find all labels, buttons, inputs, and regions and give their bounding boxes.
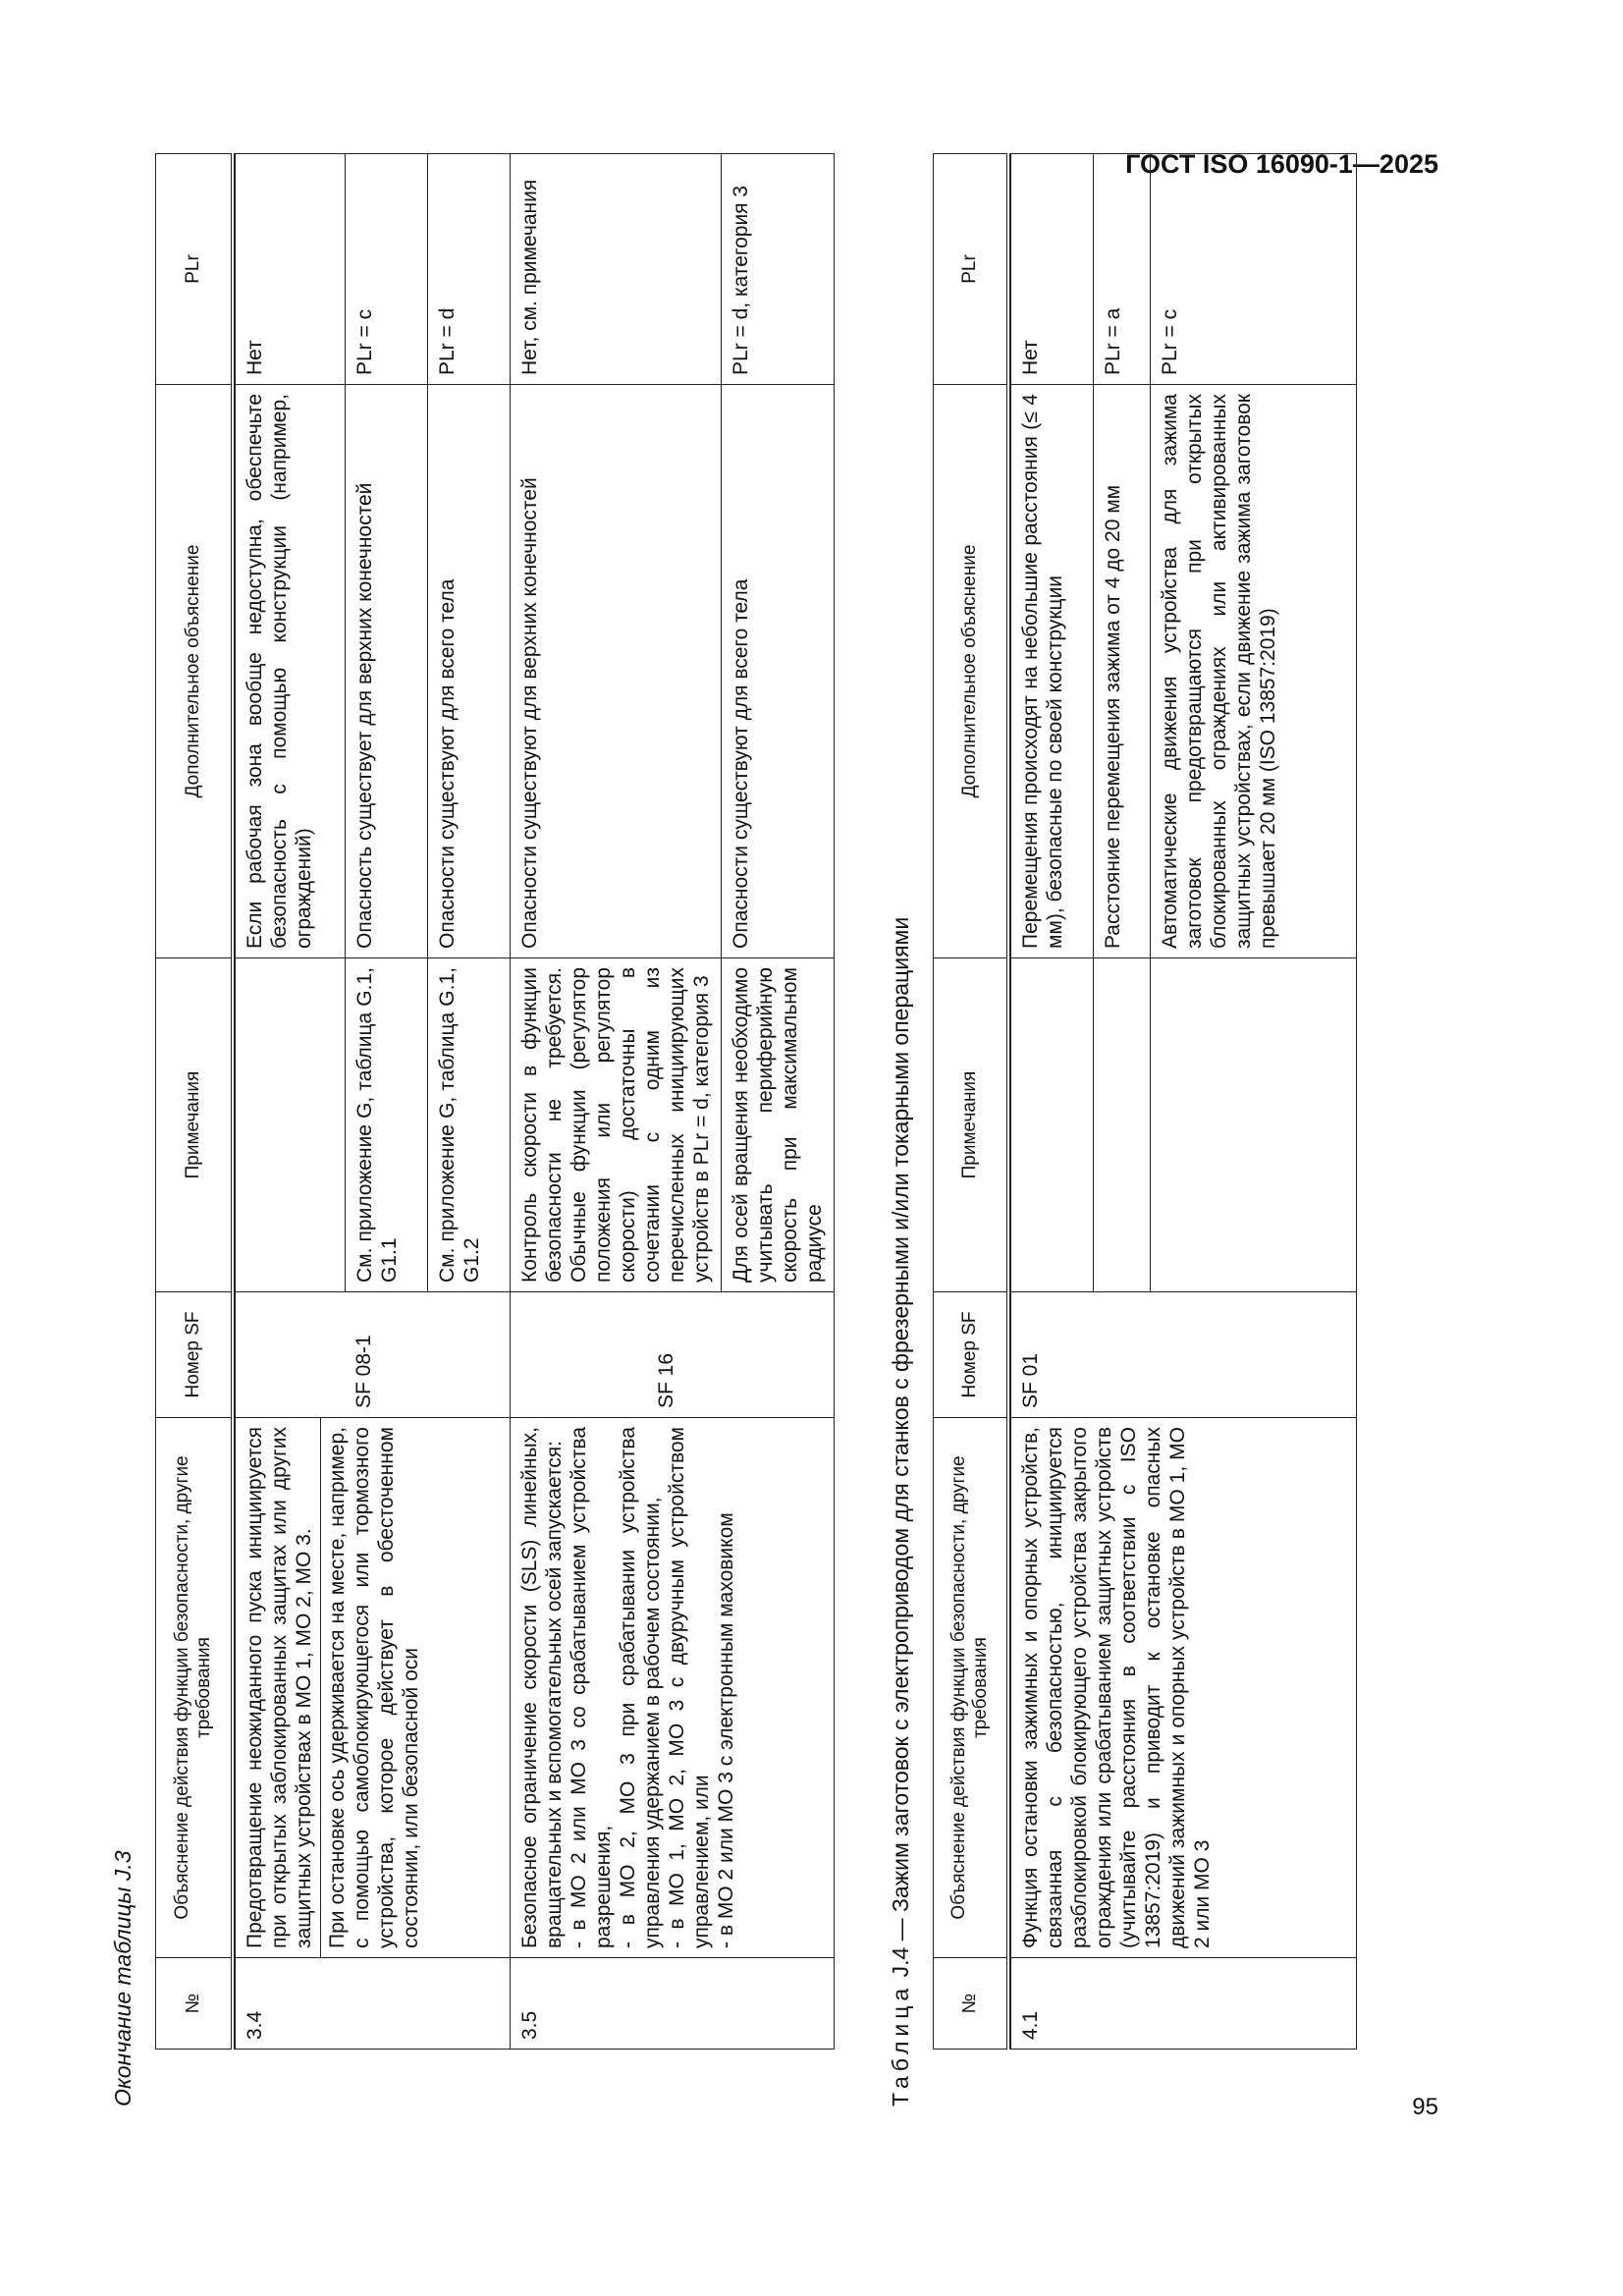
row-extra: Опасности существуют для всего тела: [721, 385, 834, 958]
row-note: Для осей вращения необходимо учитывать периферийную скорость при максимальном радиусе: [721, 958, 834, 1292]
table-j4-caption: [888, 917, 914, 2106]
row-plr: Нет: [1010, 154, 1093, 385]
row-plr: PLr = d: [427, 154, 510, 385]
row-plr: Нет: [235, 154, 345, 385]
table-j4-header-extra: Дополнительное объяснение: [934, 385, 1008, 958]
row-extra: Расстояние перемещения зажима от 4 до 20 мм: [1093, 385, 1150, 958]
row-explanation: Функция остановки зажимных и опорных устройств, связанная с безопасностью, инициируется разблокировкой блокирующего устройства закрытого ограждения или срабатыванием защитных устройств (учитывайте расстояния в соответствии с ISO 13857:2019) и приводит к остановке опасных движений зажимных и опорных устройств в МО 1, МО 2 или МО 3: [1010, 1418, 1356, 1958]
row-extra: Опасность существует для верхних конечностей: [345, 385, 427, 958]
row-extra: Перемещения происходят на небольшие расстояния (≤ 4 мм), безопасные по своей конструкции: [1010, 385, 1093, 958]
row-explanation-part: - в МО 1, МО 2, МО 3 с двуручным устройством управлением, или: [665, 1427, 713, 1948]
row-explanation-part: - в МО 2 или МО 3 с электронным маховиком: [714, 1512, 737, 1948]
table-j4: [933, 153, 1357, 2050]
row-explanation-part: - в МО 2 или МО 3 со срабатыванием устройства разрешения,: [567, 1427, 615, 1948]
row-extra: Опасности существуют для всего тела: [427, 385, 510, 958]
row-note: [1010, 958, 1093, 1292]
table-j3-header-notes: Примечания: [156, 958, 233, 1292]
row-explanation-part: Безопасное ограничение скорости (SLS) линейных, вращательных и вспомогательных осей запускается:: [517, 1427, 566, 1948]
row-number: 4.1: [1010, 1958, 1356, 2050]
table-j4-caption-prefix: Таблица: [888, 1983, 913, 2106]
table-j4-header-notes: Примечания: [934, 958, 1008, 1292]
row-note: [1150, 958, 1356, 1292]
row-note: Контроль скорости в функции безопасности не требуется. Обычные функции (регулятор положения или регулятор скорости) достаточны в сочетании с одним из перечисленных инициирующих устройств в PLr = d, категория 3: [510, 958, 721, 1292]
table-j4-header-sf: Номер SF: [934, 1292, 1008, 1418]
row-plr: PLr = d, категория 3: [721, 154, 834, 385]
row-note: [235, 958, 345, 1292]
row-explanation: [510, 1418, 834, 1958]
table-j4-header-no: №: [934, 1958, 1008, 2050]
row-note: [1093, 958, 1150, 1292]
row-sf-number: SF 08-1: [235, 1292, 510, 1418]
row-sf-number: SF 01: [1010, 1292, 1356, 1418]
row-plr: Нет, см. примечания: [510, 154, 721, 385]
row-note: См. приложение G, таблица G.1, G1.2: [427, 958, 510, 1292]
rotated-content: [110, 152, 1352, 2106]
row-explanation-part: Предотвращение неожиданного пуска инициируется при открытых заблокированных защитах или других защитных устройствах в МО 1, МО 2, МО 3.: [243, 1427, 315, 1948]
table-j4-header-plr: PLr: [934, 154, 1008, 385]
row-explanation: [235, 1418, 510, 1958]
row-extra: Опасности существуют для верхних конечностей: [510, 385, 721, 958]
row-number: 3.5: [510, 1958, 834, 2050]
table-j3-header-no: №: [156, 1958, 233, 2050]
standard-designation: ГОСТ ISO 16090-1—2025: [1125, 149, 1438, 179]
table-j3-header-sf: Номер SF: [156, 1292, 233, 1418]
row-note: См. приложение G, таблица G.1, G1.1: [345, 958, 427, 1292]
table-row: [1010, 154, 1093, 2050]
row-plr: PLr = a: [1093, 154, 1150, 385]
table-j3-header-plr: PLr: [156, 154, 233, 385]
row-explanation-part: При остановке ось удерживается на месте, например, с помощью самоблокирующегося или тормозного устройства, которое действует в обесточенном состоянии, или безопасной оси: [320, 1418, 423, 1957]
table-j3-header-explanation: Объяснение действия функции безопасности, другие требования: [156, 1418, 233, 1958]
page-number: 95: [1412, 2094, 1438, 2120]
row-number: 3.4: [235, 1958, 510, 2050]
row-extra: Автоматические движения устройства для зажима заготовок предотвращаются при открытых блокированных ограждениях или активированных защитных устройствах, если движение зажима заготовок превышает 20 мм (ISO 13857:2019): [1150, 385, 1356, 958]
table-j4-header-explanation: Объяснение действия функции безопасности, другие требования: [934, 1418, 1008, 1958]
row-sf-number: SF 16: [510, 1292, 834, 1418]
table-j3-header-extra: Дополнительное объяснение: [156, 385, 233, 958]
table-j3: [155, 153, 835, 2050]
row-explanation-part: - в МО 2, МО 3 при срабатывании устройства управления удержанием в рабочем состоянии,: [616, 1427, 664, 1948]
table-row: [510, 154, 721, 2050]
row-plr: PLr = c: [345, 154, 427, 385]
table-j4-caption-text: J.4 — Зажим заготовок с электроприводом для станков с фрезерными и/или токарными операциями: [888, 916, 913, 1984]
row-extra: Если рабочая зона вообще недоступна, обеспечьте безопасность с помощью конструкции (например, ограждений): [235, 385, 345, 958]
row-plr: PLr = c: [1150, 154, 1356, 385]
table-row: [235, 154, 345, 2050]
table-j3-caption: Окончание таблицы J.3: [110, 1850, 135, 2106]
